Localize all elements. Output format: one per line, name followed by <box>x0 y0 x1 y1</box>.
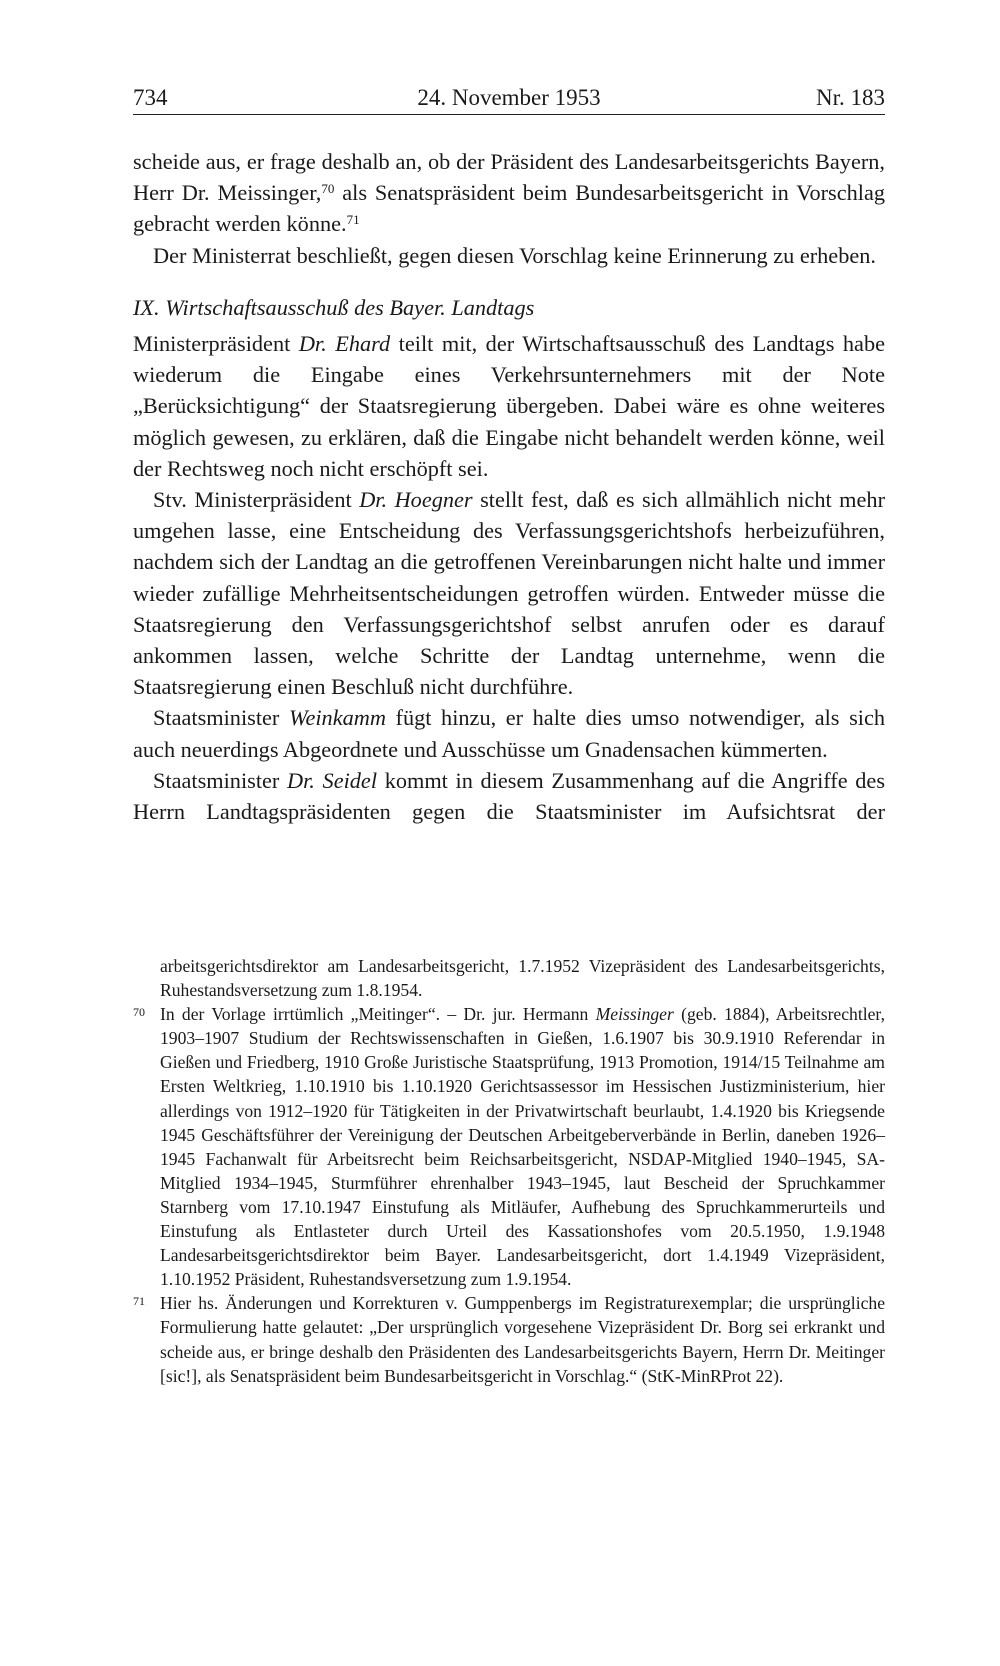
speaker-name: Dr. Ehard <box>298 331 391 357</box>
paragraph-weinkamm: Staatsminister Weinkamm fügt hinzu, er halte dies umso notwendiger, als sich auch neuerdings Abgeordnete und Ausschüsse um Gnadensachen kümmerten. <box>133 705 885 762</box>
footnote-71: 71 Hier hs. Änderungen und Korrekturen v. Gumppenbergs im Registraturexemplar; die ursprüngliche Formulierung hatte gelautet: „Der ursprünglich vorgesehene Vizepräsident Dr. Borg sei erkrankt und scheide aus, er bringe deshalb den Präsidenten des Landesarbeitsgerichts Bayern, Herrn Dr. Meitinger [sic!], als Senatspräsident beim Bundesarbeitsgericht in Vorschlag.“ (StK-MinRProt 22). <box>133 1293 885 1386</box>
speaker-name: Weinkamm <box>288 705 386 731</box>
document-number: Nr. 183 <box>816 85 885 110</box>
header-date: 24. November 1953 <box>417 85 601 110</box>
section-heading: IX. Wirtschaftsausschuß des Bayer. Landtags <box>133 294 535 320</box>
footnote-continuation: arbeitsgerichtsdirektor am Landesarbeitsgericht, 1.7.1952 Vizepräsident des Landesarbeitsgerichts, Ruhestandsversetzung zum 1.8.1954. <box>160 956 885 1001</box>
speaker-name: Dr. Hoegner <box>359 487 473 513</box>
footnote-number: 70 <box>133 1005 145 1020</box>
footnotes <box>133 954 885 1388</box>
running-header <box>133 82 885 115</box>
footnote-number: 71 <box>133 1294 145 1309</box>
main-text <box>133 146 885 827</box>
paragraph-continuation: scheide aus, er frage deshalb an, ob der Präsident des Landesarbeitsgerichts Bayern, Herr Dr. Meissinger,$^{70}$ als Senatspräsident beim Bundesarbeitsgericht in Vorschlag gebracht werden könne.$^{71}$ <box>133 149 885 237</box>
person-name: Meissinger <box>595 1004 674 1025</box>
paragraph-hoegner: Stv. Ministerpräsident Dr. Hoegner stellt fest, daß es sich allmählich nicht mehr umgehen lasse, eine Entscheidung des Verfassungsgerichtshofs herbeizuführen, nachdem sich der Landtag an die getroffenen Vereinbarungen nicht halte und immer wieder zufällige Mehrheitsentscheidungen getroffen würden. Entweder müsse die Staatsregierung den Verfassungsgerichtshof selbst anrufen oder es darauf ankommen lassen, welche Schritte der Landtag unternehme, wenn die Staatsregierung einen Beschluß nicht durchführe. <box>133 487 886 700</box>
footnote-ref-70[interactable]: 70 <box>321 181 335 197</box>
speaker-name: Dr. Seidel <box>287 767 378 793</box>
paragraph-resolution: Der Ministerrat beschließt, gegen diesen Vorschlag keine Erinnerung zu erheben. <box>153 242 876 268</box>
footnote-ref-71[interactable]: 71 <box>346 212 360 228</box>
paragraph-seidel: Staatsminister Dr. Seidel kommt in diesem Zusammenhang auf die Angriffe des Herrn Landtagspräsidenten gegen die Staatsminister im Aufsichtsrat der <box>133 767 885 825</box>
paragraph-ehard: Ministerpräsident Dr. Ehard teilt mit, der Wirtschaftsausschuß des Landtags habe wiederum die Eingabe eines Verkehrsunternehmers mit der Note „Berücksichtigung“ der Staatsregierung übergeben. Dabei wäre es ohne weiteres möglich gewesen, zu erklären, daß die Eingabe nicht behandelt werden könne, weil der Rechtsweg noch nicht erschöpft sei. <box>133 331 885 481</box>
page-number: 734 <box>133 85 168 110</box>
footnote-70: 70 In der Vorlage irrtümlich „Meitinger“. – Dr. jur. Hermann Meissinger (geb. 1884), Arbeitsrechtler, 1903–1907 Studium der Rechtswissenschaften in Gießen, 1.6.1907 bis 30.9.1910 Referendar in Gießen und Friedberg, 1910 Große Juristische Staatsprüfung, 1913 Promotion, 1914/15 Teilnahme am Ersten Weltkrieg, 1.10.1910 bis 1.10.1920 Gerichtsassessor im Hessischen Justizministerium, hier allerdings von 1912–1920 für Tätigkeiten in der Privatwirtschaft beurlaubt, 1.4.1920 bis Kriegsende 1945 Geschäftsführer der Vereinigung der Deutschen Arbeitgeberverbände in Berlin, daneben 1926–1945 Fachanwalt für Arbeitsrecht beim Reichsarbeitsgericht, NSDAP-Mitglied 1940–1945, SA-Mitglied 1934–1945, Sturmführer ehrenhalber 1943–1945, laut Bescheid der Spruchkammer Starnberg vom 17.10.1947 Einstufung als Mitläufer, Aufhebung des Spruchkammerurteils und Einstufung als Entlasteter durch Urteil des Kassationshofes vom 20.5.1950, 1.9.1948 Landesarbeitsgerichtsdirektor beim Bayer. Landesarbeitsgericht, dort 1.4.1949 Vizepräsident, 1.10.1952 Präsident, Ruhestandsversetzung zum 1.9.1954. <box>133 1004 885 1290</box>
